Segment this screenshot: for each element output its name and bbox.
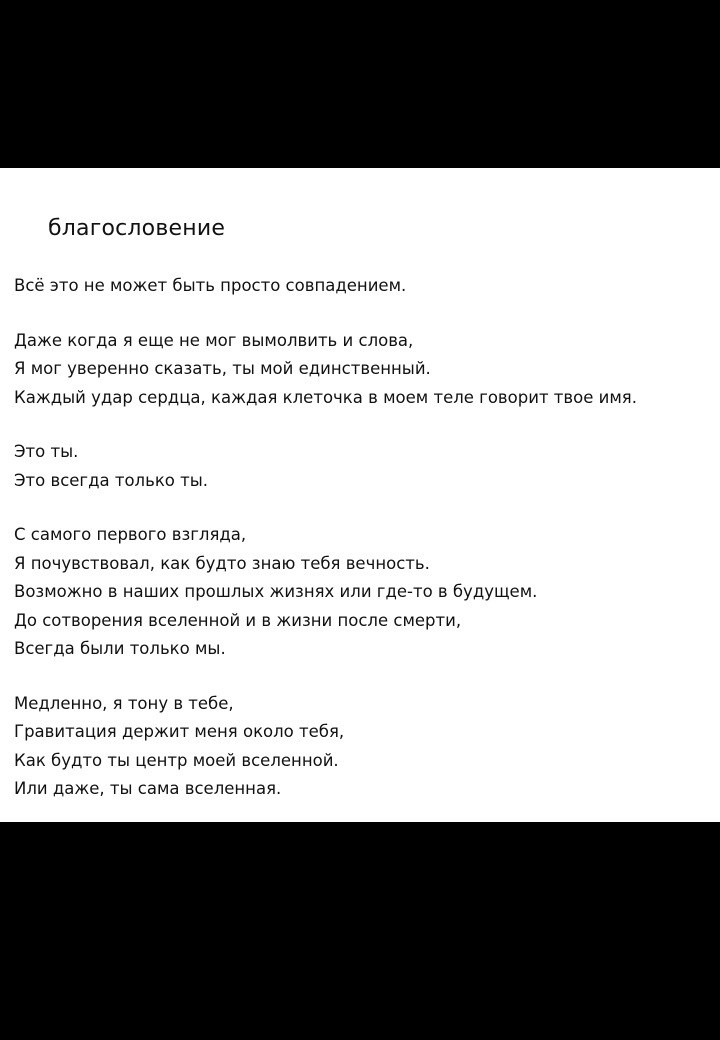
poem-line: Я мог уверенно сказать, ты мой единственный.: [14, 359, 431, 378]
poem-line: Возможно в наших прошлых жизнях или где-то в будущем.: [14, 582, 538, 601]
stanza-5: [14, 690, 704, 804]
poem-line: Всегда были только мы.: [14, 639, 226, 658]
poem-line: С самого первого взгляда,: [14, 525, 247, 544]
poem-line: Каждый удар сердца, каждая клеточка в моем теле говорит твое имя.: [14, 387, 637, 407]
poem-line: Или даже, ты сама вселенная.: [14, 779, 282, 798]
poem-line: Это всегда только ты.: [14, 470, 209, 490]
document-page: [0, 168, 720, 822]
poem-line: Гравитация держит меня около тебя,: [14, 722, 345, 741]
stanza-3: [14, 438, 704, 495]
poem-line: Это ты.: [14, 442, 79, 461]
poem-line: Я почувствовал, как будто знаю тебя вечность.: [14, 553, 430, 573]
poem-title: благословение: [48, 216, 226, 241]
poem-line: Как будто ты центр моей вселенной.: [14, 750, 339, 770]
stanza-1: [14, 272, 704, 301]
stanza-2: [14, 327, 704, 413]
poem-line: Даже когда я еще не мог вымолвить и слова,: [14, 330, 414, 350]
poem-line: До сотворения вселенной и в жизни после смерти,: [14, 610, 462, 630]
poem-body: [14, 272, 704, 822]
stanza-4: [14, 521, 704, 664]
poem-line: Медленно, я тону в тебе,: [14, 693, 234, 713]
poem-line: Всё это не может быть просто совпадением.: [14, 276, 407, 295]
